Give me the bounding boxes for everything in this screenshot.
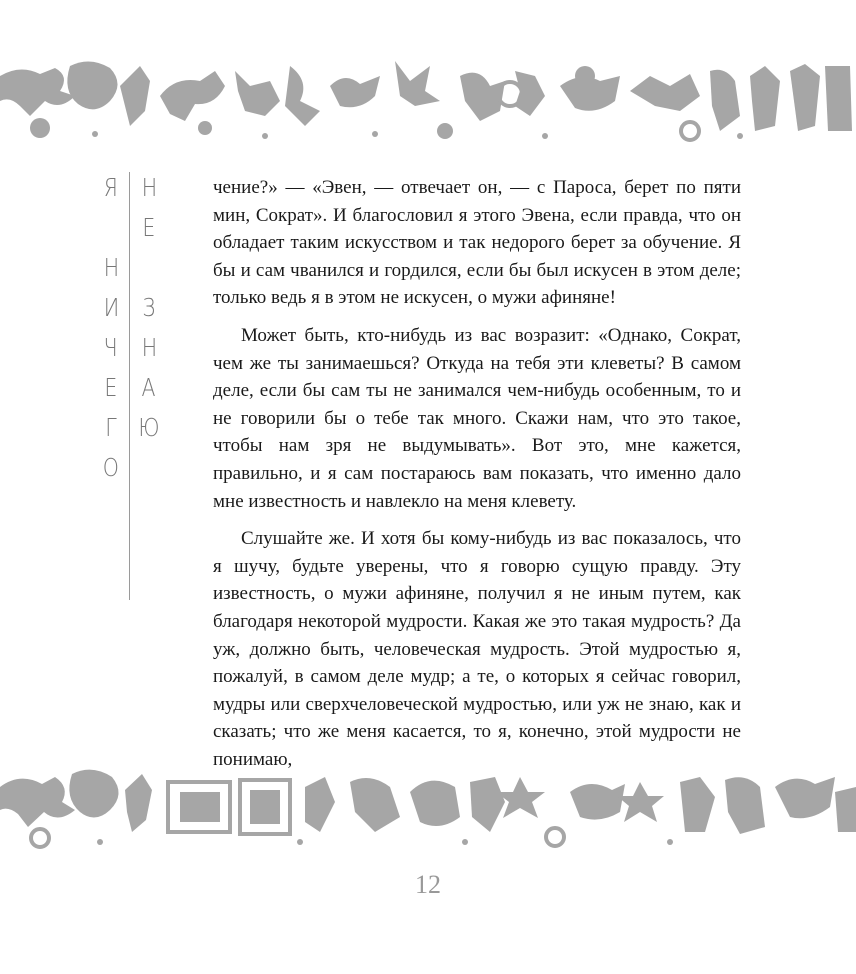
title-letter: И: [103, 293, 119, 322]
body-text: [213, 174, 741, 783]
title-letter: Е: [142, 213, 156, 242]
title-column-right: [136, 168, 162, 448]
page-number: 12: [415, 870, 441, 899]
title-letter: Г: [105, 413, 117, 442]
paragraph: Слушайте же. И хотя бы кому-нибудь из вас показалось, что я шучу, будьте уверены, что я говорю сущую правду. Эту известность, о мужи афиняне, получил я не иным путем, как благодаря некоторой мудрости. Какая же это такая мудрость? Да уж, должно быть, человеческая мудрость. Этой мудростью я, пожалуй, в самом деле мудр; а те, о которых я сейчас говорил, мудры или сверхчеловеческой мудростью, или уж не знаю, как и сказать; что же меня касается, то я, конечно, этой мудрости не понимаю,: [213, 528, 741, 770]
top-ornamental-frieze: [0, 56, 856, 146]
title-letter: А: [141, 373, 157, 402]
title-letter: Н: [141, 333, 157, 362]
title-divider-line: [129, 172, 130, 600]
paragraph: чение?» — «Эвен, — отвечает он, — с Пароса, берет по пяти мин, Сократ». И благословил я этого Эвена, если правда, что он обладает таким искусством и так недорого берет за обучение. Я бы и сам чванился и гордился, если бы был искусен в этом деле; только ведь я в этом не искусен, о мужи афиняне!: [213, 177, 741, 309]
title-letter: О: [102, 453, 120, 482]
title-letter: Н: [103, 253, 119, 282]
title-letter: З: [142, 293, 156, 322]
vertical-chapter-title: [96, 168, 176, 608]
title-column-left: [98, 168, 124, 488]
title-letter: Ч: [103, 333, 119, 362]
title-letter: Н: [141, 173, 157, 202]
bottom-ornamental-frieze: [0, 762, 856, 852]
paragraph: Может быть, кто-нибудь из вас возразит: «Однако, Сократ, чем же ты занимаешься? Откуда на тебя эти клеветы? В самом деле, если бы сам ты не занимался чем-нибудь особенным, то и не говорили бы о тебе так много. Скажи нам, что это такое, чтобы нам зря не выдумывать». Вот это, мне кажется, правильно, и я сам постараюсь вам показать, что именно дало мне известность и навлекло на меня клевету.: [213, 324, 741, 512]
title-letter: Е: [104, 373, 118, 402]
title-letter: Я: [103, 173, 119, 202]
title-letter: Ю: [138, 413, 160, 442]
